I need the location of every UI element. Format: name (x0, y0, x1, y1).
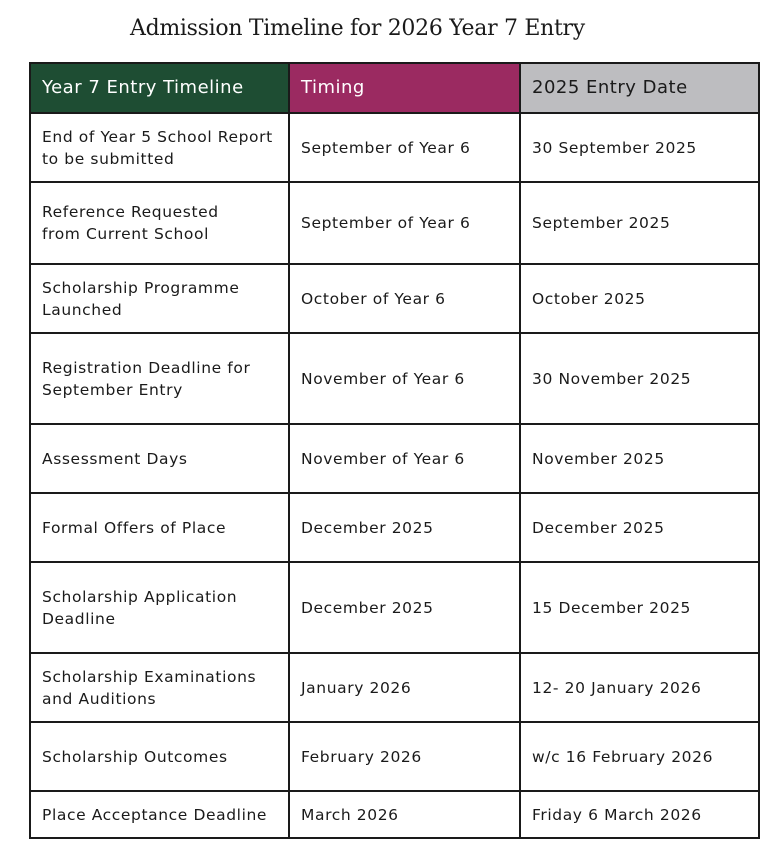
date-cell: w/c 16 February 2026 (520, 722, 759, 791)
timing-cell: November of Year 6 (289, 424, 520, 493)
event-cell: Scholarship Programme Launched (30, 264, 289, 333)
table-row (30, 562, 759, 653)
timing-cell: September of Year 6 (289, 113, 520, 182)
event-cell: Assessment Days (30, 424, 289, 493)
table-row (30, 424, 759, 493)
timing-cell: January 2026 (289, 653, 520, 722)
timing-cell: November of Year 6 (289, 333, 520, 424)
event-cell: Scholarship Examinations and Auditions (30, 653, 289, 722)
event-cell: Place Acceptance Deadline (30, 791, 289, 838)
event-cell: Reference Requested from Current School (30, 182, 289, 264)
date-cell: 12- 20 January 2026 (520, 653, 759, 722)
table-row (30, 333, 759, 424)
table-row (30, 264, 759, 333)
header-timing: Timing (289, 63, 520, 113)
date-cell: November 2025 (520, 424, 759, 493)
table-header-row (30, 63, 759, 113)
date-cell: 30 September 2025 (520, 113, 759, 182)
date-cell: 30 November 2025 (520, 333, 759, 424)
date-cell: October 2025 (520, 264, 759, 333)
table-row (30, 182, 759, 264)
event-cell: Scholarship Application Deadline (30, 562, 289, 653)
header-year7-entry-timeline: Year 7 Entry Timeline (30, 63, 289, 113)
timing-cell: October of Year 6 (289, 264, 520, 333)
timing-cell: September of Year 6 (289, 182, 520, 264)
table-row (30, 113, 759, 182)
timing-cell: March 2026 (289, 791, 520, 838)
event-cell: End of Year 5 School Report to be submitted (30, 113, 289, 182)
event-cell: Formal Offers of Place (30, 493, 289, 562)
page-title: Admission Timeline for 2026 Year 7 Entry (130, 16, 585, 41)
table-row (30, 791, 759, 838)
admission-timeline-table (29, 62, 760, 839)
date-cell: 15 December 2025 (520, 562, 759, 653)
date-cell: December 2025 (520, 493, 759, 562)
timing-cell: December 2025 (289, 562, 520, 653)
timing-cell: February 2026 (289, 722, 520, 791)
event-cell: Registration Deadline for September Entry (30, 333, 289, 424)
table-row (30, 653, 759, 722)
timing-cell: December 2025 (289, 493, 520, 562)
table-row (30, 493, 759, 562)
header-2025-entry-date: 2025 Entry Date (520, 63, 759, 113)
date-cell: September 2025 (520, 182, 759, 264)
date-cell: Friday 6 March 2026 (520, 791, 759, 838)
table-row (30, 722, 759, 791)
event-cell: Scholarship Outcomes (30, 722, 289, 791)
